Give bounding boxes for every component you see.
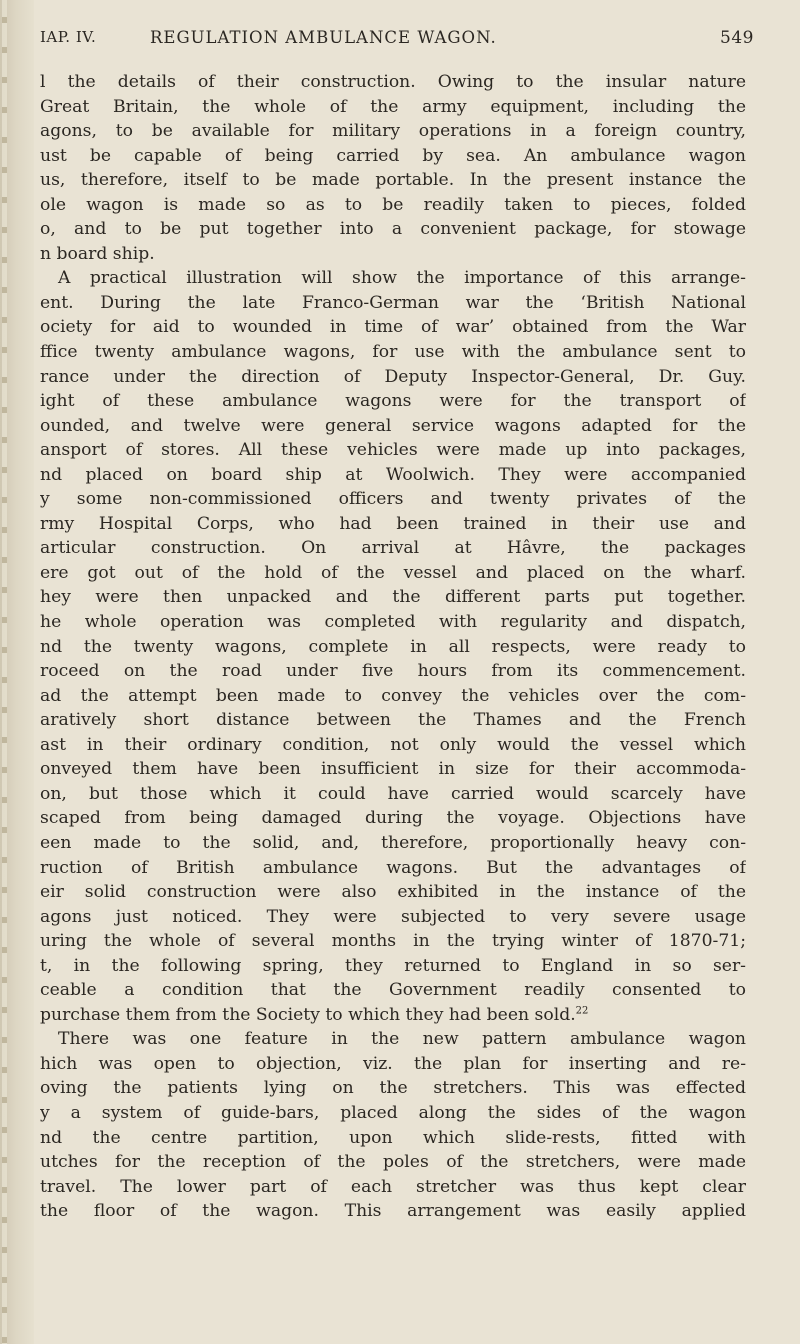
text-line: eir solid construction were also exhibited in the instance of the [40,882,746,903]
text-line: roceed on the road under five hours from its commencement. [40,661,746,682]
page-header [40,24,780,54]
text-line: ight of these ambulance wagons were for the transport of [40,391,746,412]
text-line: ust be capable of being carried by sea. An ambulance wagon [40,145,746,166]
text-line: A practical illustration will show the importance of this arrange- [58,268,746,289]
text-line: he whole operation was completed with regularity and dispatch, [40,612,746,633]
text-line: scaped from being damaged during the voyage. Objections have [40,808,746,829]
text-line: on, but those which it could have carried would scarcely have [40,783,746,804]
text-line: rmy Hospital Corps, who had been trained in their use and [40,513,746,534]
running-title: REGULATION AMBULANCE WAGON. [150,28,497,47]
text-line: een made to the solid, and, therefore, proportionally heavy con- [40,832,746,853]
text-line: agons just noticed. They were subjected to very severe usage [40,906,746,927]
text-line: nd the centre partition, upon which slide-rests, fitted with [40,1127,746,1148]
gutter-binding-strip [2,0,7,1344]
text-line: rance under the direction of Deputy Inspector-General, Dr. Guy. [40,366,746,387]
text-line: Great Britain, the whole of the army equipment, including the [40,96,746,117]
text-line: the floor of the wagon. This arrangement was easily applied [40,1201,746,1222]
book-gutter [0,0,34,1344]
text-line: ad the attempt been made to convey the vehicles over the com- [40,685,746,706]
text-line: nd placed on board ship at Woolwich. They were accompanied [40,464,746,485]
text-line: ruction of British ambulance wagons. But the advantages of [40,857,746,878]
text-line-content: purchase them from the Society to which they had been sold. [40,1004,576,1025]
page-number: 549 [720,28,754,48]
text-line: ceable a condition that the Government readily consented to [40,980,746,1001]
chapter-label: IAP. IV. [40,28,97,46]
text-line: ounded, and twelve were general service wagons adapted for the [40,415,746,436]
body-text [40,70,746,1224]
text-line: nd the twenty wagons, complete in all respects, were ready to [40,636,746,657]
text-line: o, and to be put together into a convenient package, for stowage [40,219,746,240]
text-line: ffice twenty ambulance wagons, for use with the ambulance sent to [40,342,746,363]
text-line: us, therefore, itself to be made portable. In the present instance the [40,170,746,191]
text-line: ole wagon is made so as to be readily taken to pieces, folded [40,194,746,215]
text-line: utches for the reception of the poles of the stretchers, were made [40,1152,746,1173]
text-line [40,1003,746,1028]
text-line: travel. The lower part of each stretcher was thus kept clear [40,1176,746,1197]
text-line: articular construction. On arrival at Hâvre, the packages [40,538,746,559]
text-line: ociety for aid to wounded in time of war’ obtained from the War [40,317,746,338]
text-line: aratively short distance between the Thames and the French [40,710,746,731]
text-line: y a system of guide-bars, placed along the sides of the wagon [40,1102,746,1123]
text-line: ansport of stores. All these vehicles were made up into packages, [40,440,746,461]
text-line: agons, to be available for military operations in a foreign country, [40,121,746,142]
text-line: There was one feature in the new pattern ambulance wagon [58,1029,746,1050]
footnote-marker: 22 [575,1005,589,1017]
text-line: y some non-commissioned officers and twenty privates of the [40,489,746,510]
text-line: ast in their ordinary condition, not only would the vessel which [40,734,746,755]
text-line: hich was open to objection, viz. the plan for inserting and re- [40,1053,746,1074]
text-line: l the details of their construction. Owing to the insular nature [40,72,746,92]
text-line: uring the whole of several months in the trying winter of 1870-71; [40,931,746,952]
text-line: onveyed them have been insufficient in size for their accommoda- [40,759,746,780]
text-line: t, in the following spring, they returned to England in so ser- [40,955,746,976]
book-page [40,24,780,1224]
text-line: ere got out of the hold of the vessel and placed on the wharf. [40,562,746,583]
text-line: hey were then unpacked and the different parts put together. [40,587,746,608]
text-line: n board ship. [40,243,155,264]
text-line: ent. During the late Franco-German war the ‘British National [40,292,746,313]
text-line: oving the patients lying on the stretchers. This was effected [40,1078,746,1099]
